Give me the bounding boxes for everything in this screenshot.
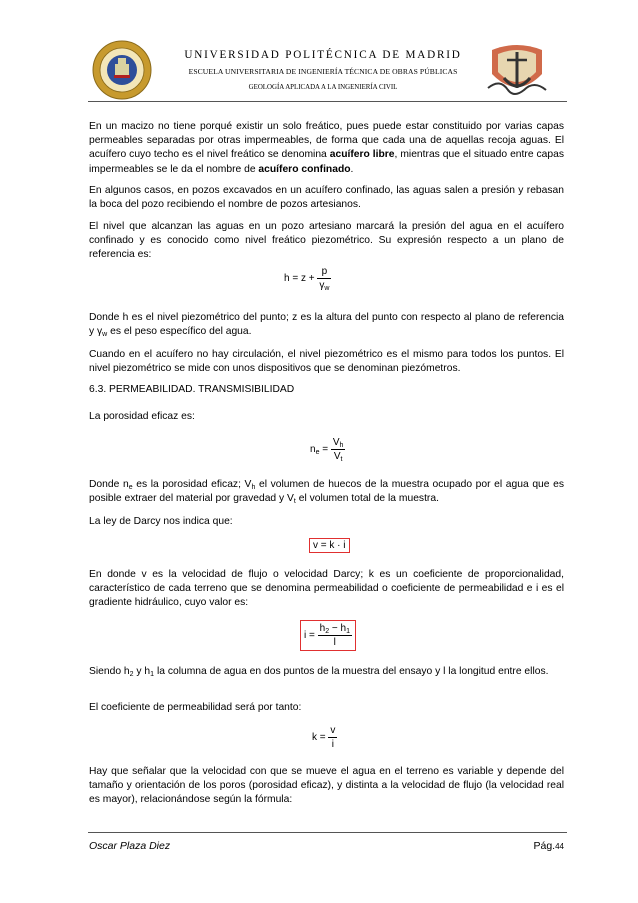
section-heading: 6.3. PERMEABILIDAD. TRANSMISIBILIDAD xyxy=(89,384,295,395)
paragraph-piezometric-level: El nivel que alcanzan las aguas en un pozo artesiano marcará la presión del agua en el acuífero confinado y es conocido como nivel freático piezométrico. Su expresión respecto a un plano de referencia es: xyxy=(89,221,564,261)
formula-hydraulic-gradient: i = $\frac{h_2 - h_1}{l}$ xyxy=(300,620,356,651)
paragraph-water-column: Siendo $h_2$ y $h_1$ la columna de agua en dos puntos de la muestra del ensayo y l la longitud entre ellos. xyxy=(89,666,549,678)
paragraph-aquifer-types: En un macizo no tiene porqué existir un solo freático, pues puede estar constituido por varias capas permeables separadas por otras impermeables, de forma que cada una de aquellas recoja aguas. El acuífero cuyo techo es el nivel freático se denomina acuífero libre, mientras que el situado entre capas impermeables se le da el nombre de acuífero confinado. xyxy=(89,121,564,175)
anchor-emblem-logo xyxy=(484,38,550,104)
footer-author: Oscar Plaza Diez xyxy=(89,840,171,852)
university-name: UNIVERSIDAD POLITÉCNICA DE MADRID xyxy=(184,49,462,61)
paragraph-darcy-definitions: En donde v es la velocidad de flujo o velocidad Darcy; k es un coeficiente de proporcionalidad, característico de cada terreno que se denomina permeabilidad o coeficiente de permeabilidad e i es el gradiente hidráulico, cuyo valor es: xyxy=(89,569,564,609)
paragraph-darcy-law: La ley de Darcy nos indica que: xyxy=(89,516,233,527)
paragraph-definitions-h-z: Donde h es el nivel piezométrico del punto; z es la altura del punto con respecto al plano de referencia y $\gamma_w$ es el peso específico del agua. xyxy=(89,312,564,339)
paragraph-artesian-wells: En algunos casos, en pozos excavados en un acuífero confinado, las aguas salen a presión y rebasan la boca del pozo recibiendo el nombre de pozos artesianos. xyxy=(89,185,564,211)
paragraph-real-velocity: Hay que señalar que la velocidad con que se mueve el agua en el terreno es variable y depende del tamaño y orientación de los poros (porosidad eficaz), y distinta a la velocidad de flujo (la velocidad real es mayor), relacionándose según la fórmula: xyxy=(89,766,564,806)
university-seal-logo xyxy=(92,40,152,100)
paragraph-porosity-definitions: Donde $n_e$ es la porosidad eficaz; $V_h$ el volumen de huecos de la muestra ocupado por el agua que es posible extraer del material por gravedad y $V_t$ el volumen total de la muestra. xyxy=(89,479,565,506)
term-free-aquifer: acuífero libre xyxy=(329,149,395,161)
paragraph-effective-porosity: La porosidad eficaz es: xyxy=(89,411,195,422)
footer-divider xyxy=(88,832,567,833)
school-name: ESCUELA UNIVERSITARIA DE INGENIERÍA TÉCNICA DE OBRAS PÚBLICAS xyxy=(188,67,458,76)
formula-piezometric-head: h = z + $\frac{p}{\gamma_w}$ xyxy=(284,266,330,292)
formula-effective-porosity: $n_e$ = $\frac{V_h}{V_t}$ xyxy=(310,437,344,463)
footer-page-number: Pág.44 xyxy=(533,840,564,852)
paragraph-permeability-coefficient: El coeficiente de permeabilidad será por tanto: xyxy=(89,702,302,713)
subject-name: GEOLOGÍA APLICADA A LA INGENIERÍA CIVIL xyxy=(248,84,398,91)
formula-permeability: k = $\frac{v}{i}$ xyxy=(312,725,336,750)
formula-darcy: v = k · i xyxy=(309,540,350,551)
term-confined-aquifer: acuífero confinado xyxy=(258,163,351,175)
header-divider xyxy=(88,101,567,102)
paragraph-piezometers: Cuando en el acuífero no hay circulación, el nivel piezométrico es el mismo para todos los puntos. El nivel piezométrico se mide con unos dispositivos que se denominan piezómetros. xyxy=(89,349,564,375)
